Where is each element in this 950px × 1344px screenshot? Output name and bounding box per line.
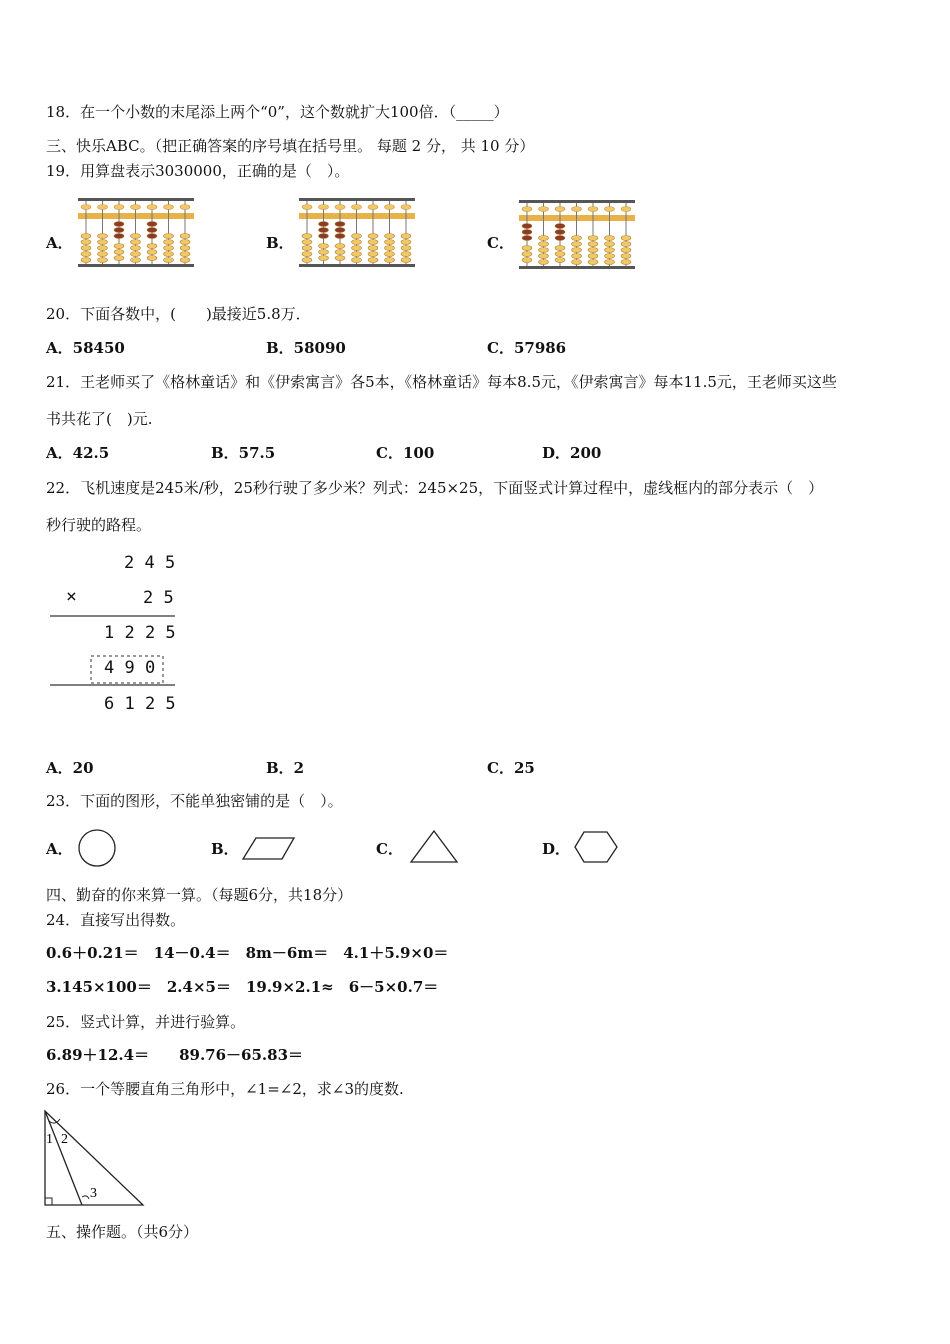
- question-19: 19．用算盘表示3030000，正确的是（ ）。: [46, 162, 350, 180]
- section-4-heading: 四、勤奋的你来算一算。（每题6分，共18分）: [46, 886, 353, 904]
- q21-option-c: C．100: [376, 444, 435, 462]
- question-25: 25．竖式计算，并进行验算。: [46, 1013, 246, 1031]
- angle-1-label: 1: [46, 1132, 53, 1147]
- q22-option-c: C．25: [487, 759, 535, 777]
- calc-operator: ×: [66, 586, 77, 607]
- question-18: 18．在一个小数的末尾添上两个“0”，这个数就扩大100倍．（_____）: [46, 103, 509, 121]
- question-20: 20．下面各数中，( )最接近5.8万．: [46, 305, 311, 323]
- q23-option-b: B．: [211, 840, 239, 858]
- question-23: 23．下面的图形，不能单独密铺的是（ ）。: [46, 792, 343, 810]
- question-21-line2: 书共花了( )元.: [46, 410, 153, 428]
- q22-option-b: B．2: [266, 759, 305, 777]
- question-21-line1: 21．王老师买了《格林童话》和《伊索寓言》各5本，《格林童话》每本8.5元，《伊索寓言》每本11.5元，王老师买这些: [46, 373, 837, 391]
- question-26: 26．一个等腰直角三角形中，∠1=∠2，求∠3的度数.: [46, 1080, 404, 1098]
- q25-row: 6.89＋12.4＝ 89.76－65.83＝: [46, 1046, 304, 1064]
- q23-option-a: A．: [46, 840, 73, 858]
- q23-option-d: D．: [542, 840, 571, 858]
- angle-2-label: 2: [61, 1132, 68, 1147]
- section-5-heading: 五、操作题。（共6分）: [46, 1223, 199, 1241]
- question-24: 24．直接写出得数。: [46, 911, 186, 929]
- calc-multiplicand: 2 4 5: [124, 553, 176, 573]
- q20-option-b: B．58090: [266, 339, 346, 357]
- q21-option-d: D．200: [542, 444, 602, 462]
- section-3-heading: 三、快乐ABC。（把正确答案的序号填在括号里。 每题 2 分， 共 10 分）: [46, 137, 535, 155]
- calc-partial-1: 1 2 2 5: [104, 623, 176, 643]
- q22-option-a: A．20: [46, 759, 94, 777]
- q20-option-a: A．58450: [46, 339, 125, 357]
- q20-option-c: C．57986: [487, 339, 567, 357]
- calc-partial-2-dashed: 4 9 0: [104, 658, 156, 678]
- q24-row2: 3.145×100＝ 2.4×5＝ 19.9×2.1≈ 6－5×0.7＝: [46, 978, 439, 996]
- q19-option-a: A．: [46, 234, 73, 252]
- calc-multiplier: 2 5: [143, 588, 174, 608]
- angle-3-label: 3: [90, 1186, 97, 1201]
- calc-product: 6 1 2 5: [104, 694, 176, 714]
- q19-option-b: B．: [266, 234, 294, 252]
- question-22-line1: 22．飞机速度是245米/秒，25秒行驶了多少米？列式：245×25，下面竖式计算过程中，虚线框内的部分表示（ ）: [46, 479, 824, 497]
- q24-row1: 0.6＋0.21＝ 14－0.4＝ 8m－6m＝ 4.1＋5.9×0＝: [46, 944, 449, 962]
- q21-option-b: B．57.5: [211, 444, 276, 462]
- q21-option-a: A．42.5: [46, 444, 110, 462]
- question-22-line2: 秒行驶的路程。: [46, 516, 152, 534]
- q19-option-c: C．: [487, 234, 514, 252]
- q23-option-c: C．: [376, 840, 403, 858]
